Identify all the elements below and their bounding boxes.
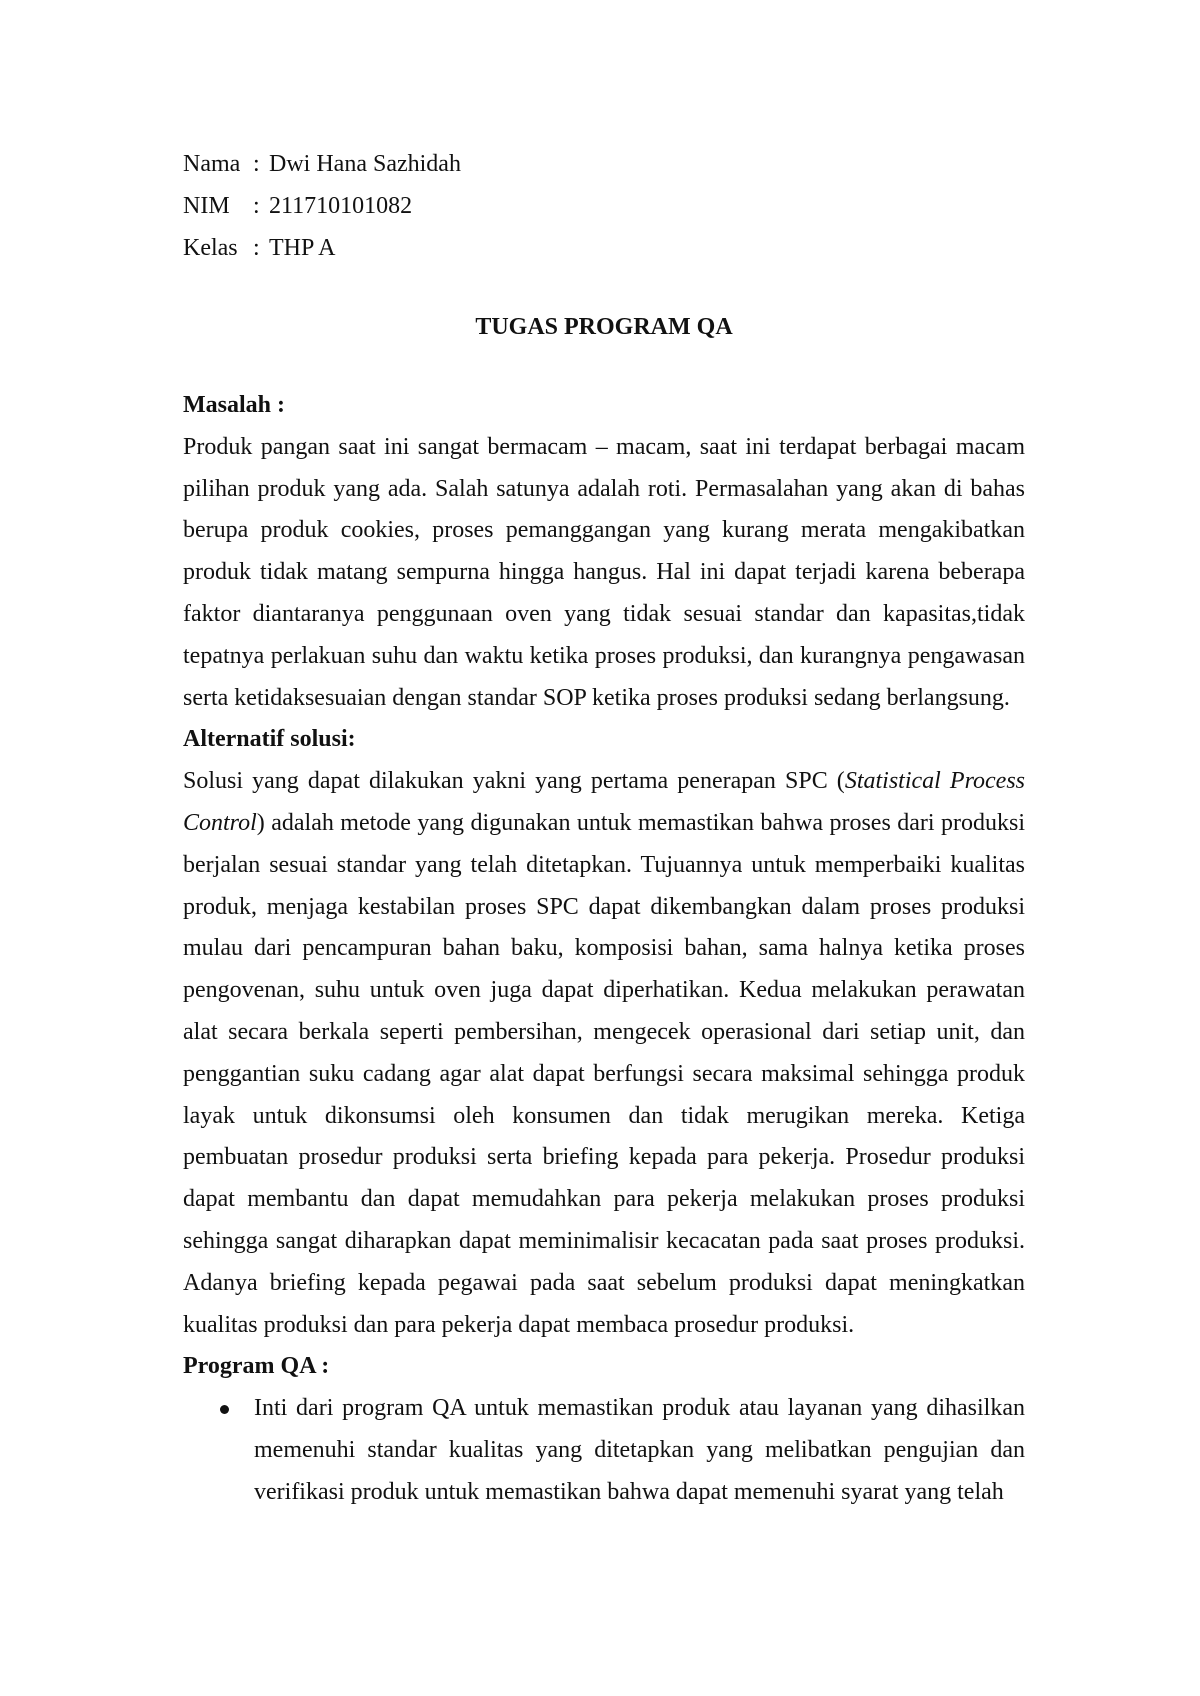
list-item-text: Inti dari program QA untuk memastikan produk atau layanan yang dihasilkan memenuhi standar kualitas yang ditetapkan yang melibatkan pengujian dan verifikasi produk untuk memastikan bahwa dapat memenuhi syarat yang telah [254,1395,1025,1505]
identity-separator: : [253,151,260,177]
identity-label: Kelas [183,235,238,261]
identity-value: Dwi Hana Sazhidah [269,151,461,177]
solusi-heading: Alternatif solusi: [183,726,356,753]
identity-value: THP A [269,235,336,261]
document-title: TUGAS PROGRAM QA [475,314,733,340]
identity-row-kelas [183,227,1025,269]
identity-separator: : [253,235,260,261]
solusi-text-italic: Statistical Process Control [183,768,1026,836]
list-item [183,1388,1025,1513]
document-body [183,143,1025,1514]
identity-label: NIM [183,193,230,219]
identity-row-nama [183,143,1025,185]
bullet-icon [220,1405,229,1414]
student-identity [183,143,1025,269]
solusi-paragraph [183,761,1025,1346]
solusi-text-start: Solusi yang dapat dilakukan yakni yang pertama penerapan SPC ( [183,768,845,795]
program-qa-heading: Program QA : [183,1353,330,1380]
program-qa-list [183,1388,1025,1513]
masalah-paragraph: Produk pangan saat ini sangat bermacam – macam, saat ini terdapat berbagai macam pilihan produk yang ada. Salah satunya adalah roti. Permasalahan yang akan di bahas berupa produk cookies, proses pemanggangan yang kurang merata mengakibatkan produk tidak matang sempurna hingga hangus. Hal ini dapat terjadi karena beberapa faktor diantaranya penggunaan oven yang tidak sesuai standar dan kapasitas,tidak tepatnya perlakuan suhu dan waktu ketika proses produksi, dan kurangnya pengawasan serta ketidaksesuaian dengan standar SOP ketika proses produksi sedang berlangsung. [183,433,1025,711]
identity-label: Nama [183,151,241,177]
identity-value: 211710101082 [269,193,413,219]
identity-separator: : [253,193,260,219]
solusi-text-rest: ) adalah metode yang digunakan untuk memastikan bahwa proses dari produksi berjalan sesuai standar yang telah ditetapkan. Tujuannya untuk memperbaiki kualitas produk, menjaga kestabilan proses SPC dapat dikembangkan dalam proses produksi mulau dari pencampuran bahan baku, komposisi bahan, sama halnya ketika proses pengovenan, suhu untuk oven juga dapat diperhatikan. Kedua melakukan perawatan alat secara berkala seperti pembersihan, mengecek operasional dari setiap unit, dan penggantian suku cadang agar alat dapat berfungsi secara maksimal sehingga produk layak untuk dikonsumsi oleh konsumen dan tidak merugikan mereka. Ketiga pembuatan prosedur produksi serta briefing kepada para pekerja. Prosedur produksi dapat membantu dan dapat memudahkan para pekerja melakukan proses produksi sehingga sangat diharapkan dapat meminimalisir kecacatan pada saat proses produksi. Adanya briefing kepada pegawai pada saat sebelum produksi dapat meningkatkan kualitas produksi dan para pekerja dapat membaca prosedur produksi. [183,809,1025,1338]
masalah-heading: Masalah : [183,392,285,418]
identity-row-nim [183,185,1025,227]
